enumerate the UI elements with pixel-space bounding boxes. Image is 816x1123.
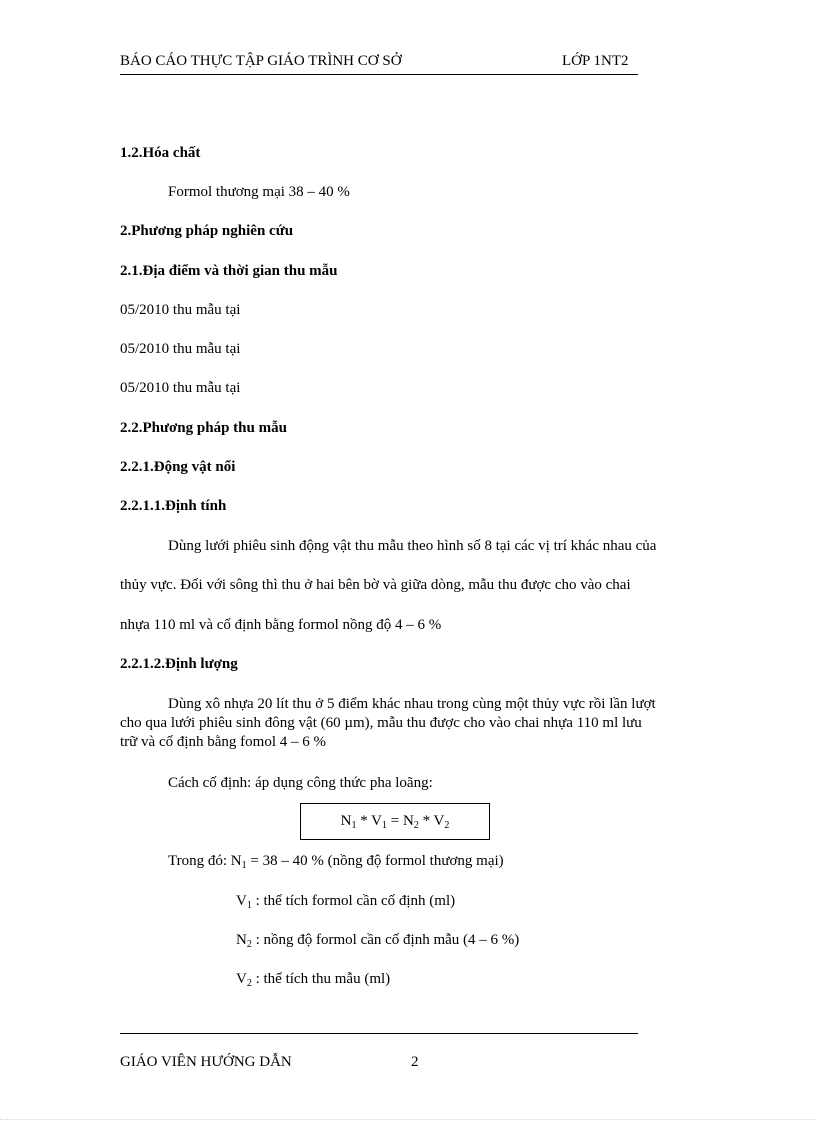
where-n2: $N_2$ : nồng độ formol cần cố định mẫu (4 – 6 %): [236, 932, 520, 950]
paragraph-1-line-1: Dùng lưới phiêu sinh động vật thu mẫu theo hình số 8 tại các vị trí khác nhau của: [168, 538, 657, 554]
date-line-3: 05/2010 thu mẫu tại: [120, 380, 241, 396]
heading-2-2-1-2: 2.2.1.2.Định lượng: [120, 656, 238, 672]
header-title: BÁO CÁO THỰC TẬP GIÁO TRÌNH CƠ SỞ: [120, 53, 402, 69]
where-n1: Trong đó: $N_1 = 38 - 40$ % (nồng độ formol thương mại): [168, 853, 504, 871]
date-line-1: 05/2010 thu mẫu tại: [120, 302, 241, 318]
paragraph-2-line-3: trữ và cố định bằng fomol 4 – 6 %: [120, 734, 327, 750]
page-number: 2: [411, 1054, 419, 1070]
heading-1-2: 1.2.Hóa chất: [120, 145, 201, 161]
formula: $N_1 * V_1 = N_2 * V_2$: [340, 813, 450, 831]
where-v2: $V_2$ : thể tích thu mẫu (ml): [236, 971, 391, 989]
dilution-formula-box: [300, 803, 490, 840]
heading-2-2-1-1: 2.2.1.1.Định tính: [120, 498, 227, 514]
paragraph-2-line-2: cho qua lưới phiêu sinh đông vật (60 µm), mẫu thu được cho vào chai nhựa 110 ml lưu: [120, 715, 642, 731]
page-bottom-edge: [0, 1119, 816, 1120]
paragraph-1-line-2: thủy vực. Đối với sông thì thu ở hai bên bờ và giữa dòng, mẫu thu được cho vào chai: [120, 577, 631, 593]
where-v1: $V_1$ : thể tích formol cần cố định (ml): [236, 893, 456, 911]
paragraph-1-line-3: nhựa 110 ml và cố định bằng formol nồng độ 4 – 6 %: [120, 617, 442, 633]
paragraph-2-line-1: Dùng xô nhựa 20 lít thu ở 5 điểm khác nhau trong cùng một thủy vực rồi lần lượt: [168, 696, 656, 712]
header-underline: [120, 74, 638, 75]
heading-2-2-1: 2.2.1.Động vật nổi: [120, 459, 236, 475]
date-line-2: 05/2010 thu mẫu tại: [120, 341, 241, 357]
footer-rule: [120, 1033, 638, 1034]
heading-2-1: 2.1.Địa điểm và thời gian thu mẫu: [120, 263, 338, 279]
header-class: LỚP 1NT2: [562, 53, 629, 69]
heading-2: 2.Phương pháp nghiên cứu: [120, 223, 294, 239]
footer-teacher: GIÁO VIÊN HƯỚNG DẪN: [120, 1054, 292, 1070]
heading-2-2: 2.2.Phương pháp thu mẫu: [120, 420, 287, 436]
formol-text: Formol thương mại 38 – 40 %: [168, 184, 350, 200]
method-text: Cách cố định: áp dụng công thức pha loãng:: [168, 775, 433, 791]
